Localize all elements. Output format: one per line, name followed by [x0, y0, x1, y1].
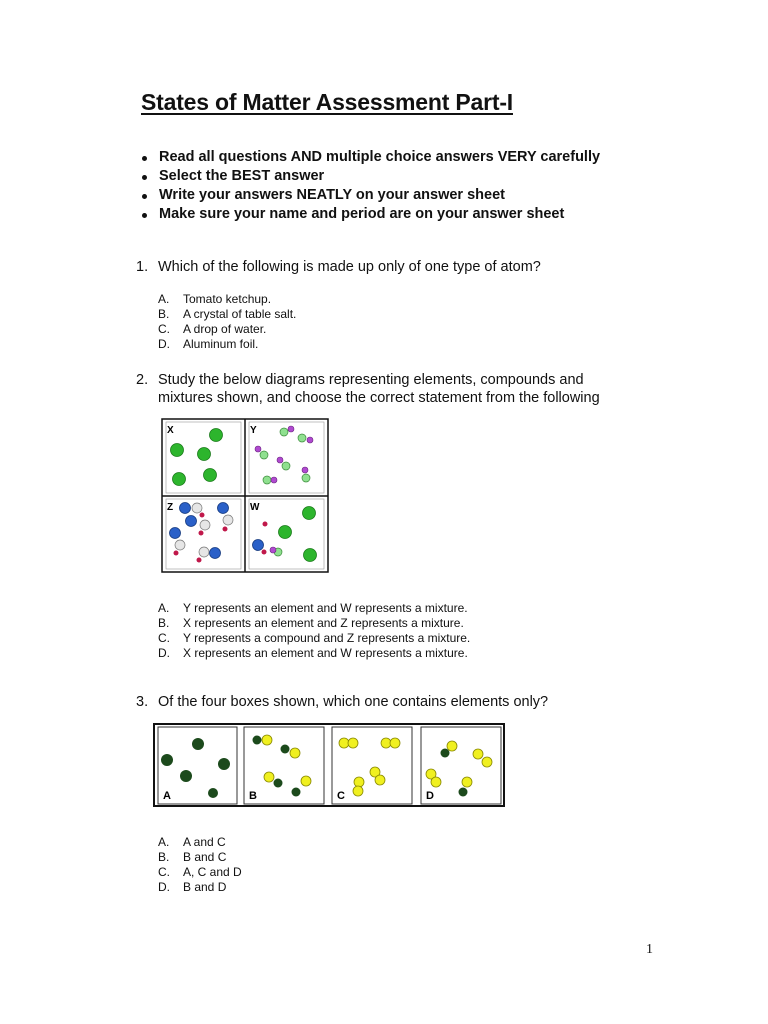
- question-1-options: [158, 292, 296, 352]
- answer-option: B. X represents an element and Z represents a mixture.: [158, 616, 464, 630]
- instruction-item: Write your answers NEATLY on your answer sheet: [140, 186, 600, 205]
- answer-option: D. Aluminum foil.: [158, 337, 259, 351]
- question-number: 2.: [136, 372, 149, 388]
- answer-option: B. B and C: [158, 850, 227, 864]
- question-text-line: mixtures shown, and choose the correct statement from the following: [158, 390, 600, 406]
- instructions-list: [140, 148, 600, 224]
- box-label-d: D: [426, 790, 434, 802]
- answer-option: C. Y represents a compound and Z represents a mixture.: [158, 631, 471, 645]
- answer-option: D. B and D: [158, 880, 227, 894]
- answer-option: C. A drop of water.: [158, 322, 267, 336]
- box-label-c: C: [337, 790, 345, 802]
- box-label-x: X: [167, 425, 174, 436]
- question-number: 1.: [136, 259, 149, 275]
- question-1: [136, 258, 541, 276]
- question-3: [136, 693, 548, 711]
- answer-option: C. A, C and D: [158, 865, 242, 879]
- question-text: Which of the following is made up only of one type of atom?: [158, 259, 541, 275]
- box-label-b: B: [249, 790, 257, 802]
- instruction-item: Select the BEST answer: [140, 167, 600, 186]
- question-text: Of the four boxes shown, which one contains elements only?: [158, 694, 549, 710]
- question-2-options: [158, 601, 470, 661]
- answer-option: A. Y represents an element and W represents a mixture.: [158, 601, 468, 615]
- question-text-line: Study the below diagrams representing elements, compounds and: [158, 372, 584, 388]
- page-number: 1: [646, 942, 653, 957]
- answer-option: A. A and C: [158, 835, 226, 849]
- box-label-w: W: [250, 502, 260, 513]
- instruction-item: Make sure your name and period are on your answer sheet: [140, 205, 600, 224]
- answer-option: B. A crystal of table salt.: [158, 307, 297, 321]
- box-label-y: Y: [250, 425, 257, 436]
- box-label-a: A: [163, 790, 171, 802]
- answer-option: D. X represents an element and W represents a mixture.: [158, 646, 468, 660]
- particle-diagram-xyzw: [161, 418, 329, 573]
- question-2: [136, 371, 600, 407]
- box-label-z: Z: [167, 502, 174, 513]
- instruction-item: Read all questions AND multiple choice answers VERY carefully: [140, 148, 600, 167]
- question-number: 3.: [136, 694, 149, 710]
- question-3-options: [158, 835, 242, 895]
- page-title: States of Matter Assessment Part-I: [141, 89, 513, 115]
- answer-option: A. Tomato ketchup.: [158, 292, 272, 306]
- particle-diagram-abcd: [153, 723, 505, 807]
